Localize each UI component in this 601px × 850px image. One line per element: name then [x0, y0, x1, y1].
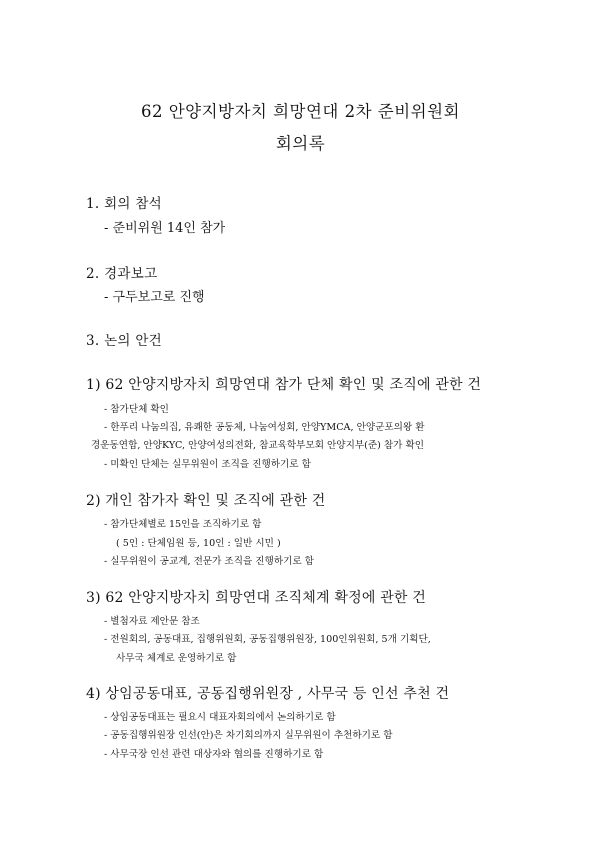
progress-report-item: - 구두보고로 진행 [104, 290, 205, 305]
topic-3-line: - 별첨자료 제안문 참조 [104, 616, 200, 627]
topic-1-line: - 참가단체 확인 [104, 404, 169, 415]
topic-2-line: - 실무위원이 공교계, 전문가 조직을 진행하기로 함 [104, 556, 314, 567]
page-subtitle: 회의록 [275, 134, 326, 153]
section-heading-progress-report: 2. 경과보고 [86, 266, 158, 282]
page-title: 62 안양지방자치 희망연대 2차 준비위원회 [141, 102, 460, 121]
topic-4-heading: 4) 상임공동대표, 공동집행위원장 , 사무국 등 인선 추천 건 [86, 686, 450, 702]
topic-3-line: - 전원회의, 공동대표, 집행위원회, 공동집행위원장, 100인위원회, 5개 기획단, [104, 634, 431, 645]
topic-4-line: - 상임공동대표는 필요시 대표자회의에서 논의하기로 함 [104, 712, 336, 723]
section-heading-attendance: 1. 회의 참석 [86, 196, 163, 212]
section-heading-agenda: 3. 논의 안건 [86, 333, 163, 349]
topic-2-line: - 참가단체별로 15인을 조직하기로 함 [104, 519, 262, 530]
topic-4-line: - 공동집행위원장 인선(안)은 차기회의까지 실무위원이 추천하기로 함 [104, 730, 393, 741]
topic-1-line: - 미확인 단체는 실무위원이 조직을 진행하기로 함 [104, 459, 311, 470]
topic-1-line: - 한푸리 나눔의집, 유쾌한 공동체, 나눔여성회, 안양YMCA, 안양군포의왕 환 [104, 422, 425, 433]
topic-1-heading: 1) 62 안양지방자치 희망연대 참가 단체 확인 및 조직에 관한 건 [86, 377, 482, 393]
topic-2-heading: 2) 개인 참가자 확인 및 조직에 관한 건 [86, 493, 326, 509]
topic-3-line: 사무국 체계로 운영하기로 함 [116, 653, 237, 664]
topic-1-line: 경운동연합, 안양KYC, 안양여성의전화, 참교육학부모회 안양지부(준) 참가 확인 [91, 440, 425, 451]
topic-3-heading: 3) 62 안양지방자치 희망연대 조직체계 확정에 관한 건 [86, 590, 427, 606]
attendance-item: - 준비위원 14인 참가 [104, 221, 226, 236]
topic-2-line: ( 5인 : 단체임원 등, 10인 : 일반 시민 ) [116, 538, 281, 549]
topic-4-line: - 사무국장 인선 관련 대상자와 협의를 진행하기로 함 [104, 749, 324, 760]
